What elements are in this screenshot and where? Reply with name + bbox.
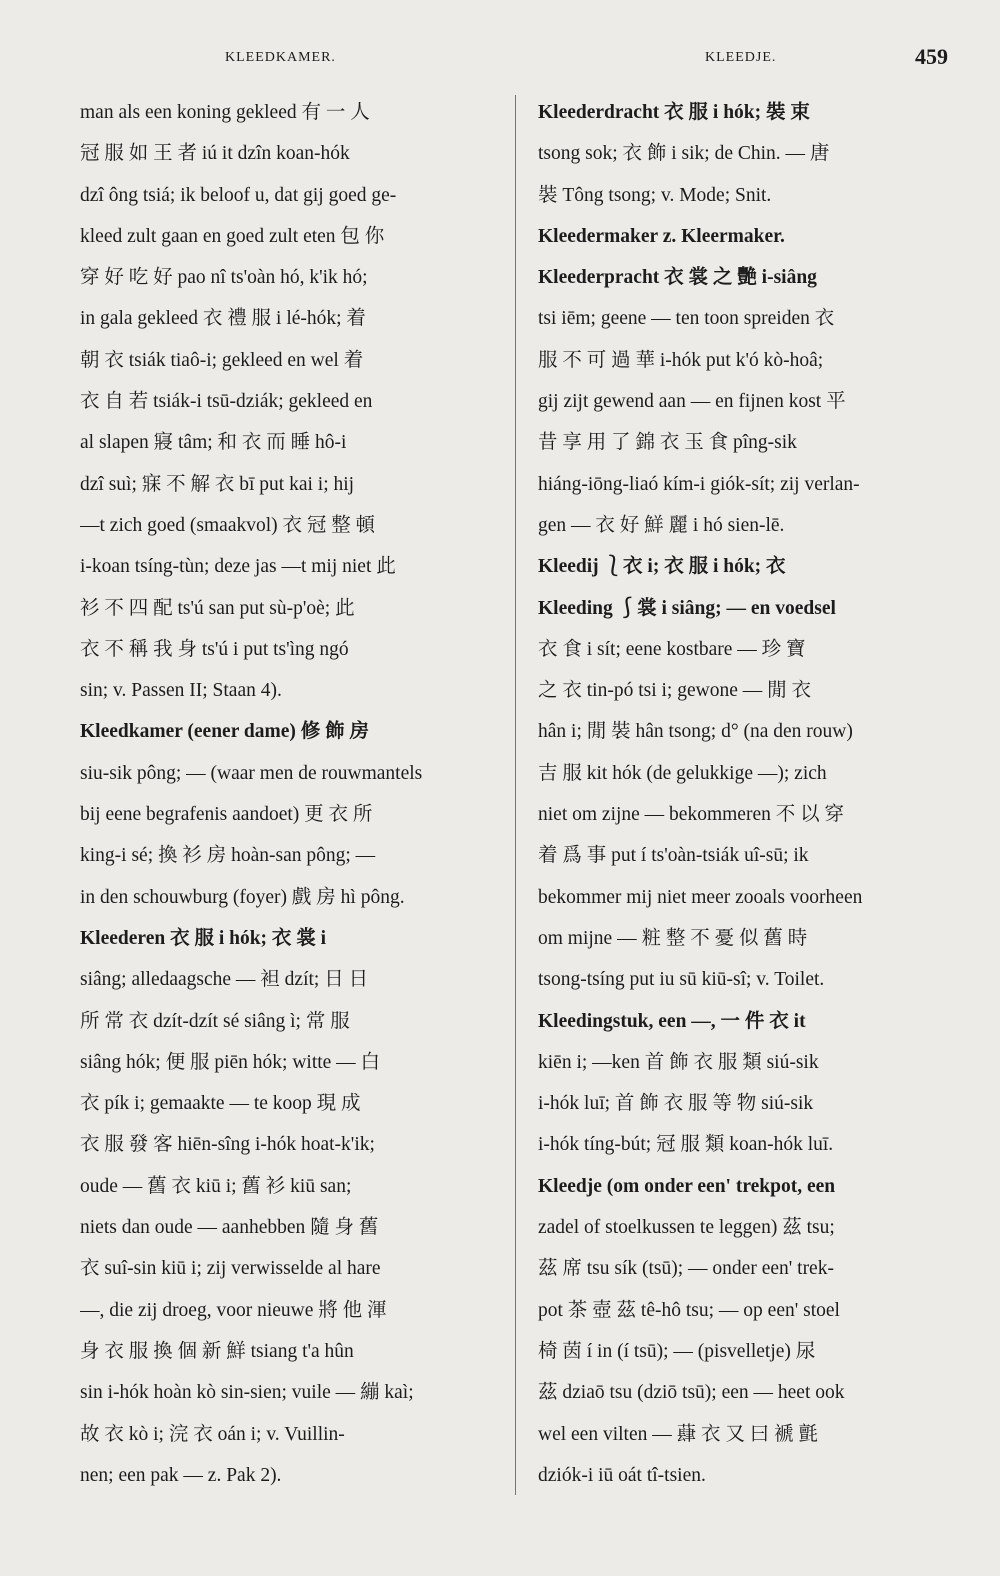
text-line: hiáng-iōng-liaó kím-i giók-sít; zij verlan- — [538, 473, 860, 495]
text-line: al slapen 寢 tâm; 和 衣 而 睡 hô-i — [80, 432, 347, 454]
text-line: dzî ông tsiá; ik beloof u, dat gij goed ge- — [80, 184, 397, 206]
page-number: 459 — [915, 44, 948, 69]
column-divider — [515, 95, 516, 1495]
right-column — [538, 92, 973, 1496]
text-line: in den schouwburg (foyer) 戲 房 hì pông. — [80, 886, 405, 908]
text-line: 衣 suî-sin kiū i; zij verwisselde al hare — [80, 1258, 381, 1280]
text-line: 衣 pík i; gemaakte — te koop 現 成 — [80, 1093, 361, 1115]
text-line: 衣 不 稱 我 身 ts'ú i put ts'ìng ngó — [80, 638, 349, 660]
text-line: 吉 服 kit hók (de gelukkige —); zich — [538, 762, 827, 784]
running-head-middle: KLEEDJE. — [705, 50, 777, 65]
text-line: 裝 Tông tsong; v. Mode; Snit. — [538, 184, 772, 206]
text-line: om mijne — 粧 整 不 憂 似 舊 時 — [538, 927, 808, 949]
text-line: Kleedingstuk, een —, 一 件 衣 it — [538, 1010, 806, 1032]
left-column — [80, 92, 515, 1496]
text-line: gij zijt gewend aan — en fijnen kost 平 — [538, 391, 846, 413]
text-line: 冠 服 如 王 者 iú it dzîn koan-hók — [80, 143, 350, 165]
text-line: 穿 好 吃 好 pao nî ts'oàn hó, k'ik hó; — [80, 267, 368, 289]
text-line: 衣 自 若 tsiák-i tsū-dziák; gekleed en — [80, 391, 373, 413]
text-line: 朝 衣 tsiák tiaô-i; gekleed en wel 着 — [80, 349, 364, 371]
text-line: 衣 服 發 客 hiēn-sîng i-hók hoat-k'ik; — [80, 1134, 375, 1156]
text-line: Kleederpracht 衣 裳 之 艷 i-siâng — [538, 267, 817, 289]
text-line: dziók-i iū oát tî-tsien. — [538, 1464, 706, 1486]
text-line: —, die zij droeg, voor nieuwe 將 他 渾 — [80, 1299, 387, 1321]
text-line: wel een vilten — 蕼 衣 又 曰 褫 氈 — [538, 1423, 818, 1445]
text-line: i-hók luī; 首 飾 衣 服 等 物 siú-sik — [538, 1093, 814, 1115]
text-line: dzî suì; 寐 不 解 衣 bī put kai i; hij — [80, 473, 355, 495]
text-line: i-koan tsíng-tùn; deze jas —t mij niet 此 — [80, 556, 396, 578]
text-line: bij eene begrafenis aandoet) 更 衣 所 — [80, 804, 373, 826]
text-line: kiēn i; —ken 首 飾 衣 服 類 siú-sik — [538, 1051, 819, 1073]
text-line: Kleedkamer (eener dame) 修 飾 房 — [80, 721, 370, 743]
text-line: Kleedij ⎱衣 i; 衣 服 i hók; 衣 — [538, 556, 786, 578]
text-line: Kleederen 衣 服 i hók; 衣 裳 i — [80, 927, 327, 949]
text-line: pot 茶 壺 茲 tê-hô tsu; — op een' stoel — [538, 1299, 840, 1321]
text-line: siâng hók; 便 服 piēn hók; witte — 白 — [80, 1051, 381, 1073]
text-line: 昔 享 用 了 錦 衣 玉 食 pîng-sik — [538, 432, 797, 454]
text-line: tsong sok; 衣 飾 i sik; de Chin. — 唐 — [538, 143, 830, 165]
text-line: kleed zult gaan en goed zult eten 包 你 — [80, 225, 385, 247]
text-line: 身 衣 服 換 個 新 鮮 tsiang t'a hûn — [80, 1340, 354, 1362]
text-line: bekommer mij niet meer zooals voorheen — [538, 886, 863, 908]
text-line: i-hók tíng-bút; 冠 服 類 koan-hók luī. — [538, 1134, 834, 1156]
text-line: Kleeding ⎰裳 i siâng; — en voedsel — [538, 597, 836, 619]
text-line: Kleedje (om onder een' trekpot, een — [538, 1175, 836, 1197]
text-line: king-i sé; 換 衫 房 hoàn-san pông; — — [80, 845, 376, 867]
text-line: 之 衣 tin-pó tsi i; gewone — 閒 衣 — [538, 680, 811, 702]
text-line: nen; een pak — z. Pak 2). — [80, 1464, 282, 1486]
text-line: 着 爲 事 put í ts'oàn-tsiák uî-sū; ik — [538, 845, 809, 867]
text-line: Kleedermaker z. Kleermaker. — [538, 225, 785, 247]
text-line: siu-sik pông; — (waar men de rouwmantels — [80, 762, 423, 784]
text-line: 衫 不 四 配 ts'ú san put sù-p'oè; 此 — [80, 597, 355, 619]
text-line: niets dan oude — aanhebben 隨 身 舊 — [80, 1217, 379, 1239]
text-line: tsong-tsíng put iu sū kiū-sî; v. Toilet. — [538, 969, 825, 991]
text-line: sin; v. Passen II; Staan 4). — [80, 680, 282, 702]
text-line: —t zich goed (smaakvol) 衣 冠 整 頓 — [80, 514, 376, 536]
text-line: zadel of stoelkussen te leggen) 茲 tsu; — [538, 1217, 835, 1239]
text-line: 所 常 衣 dzít-dzít sé siâng ì; 常 服 — [80, 1010, 350, 1032]
text-line: 服 不 可 過 華 i-hók put k'ó kò-hoâ; — [538, 349, 824, 371]
text-line: oude — 舊 衣 kiū i; 舊 衫 kiū san; — [80, 1175, 352, 1197]
text-line: siâng; alledaagsche — 袒 dzít; 日 日 — [80, 969, 369, 991]
text-line: in gala gekleed 衣 禮 服 i lé-hók; 着 — [80, 308, 366, 330]
text-line: hân i; 閒 裝 hân tsong; d° (na den rouw) — [538, 721, 853, 743]
text-line: tsi iēm; geene — ten toon spreiden 衣 — [538, 308, 835, 330]
text-line: sin i-hók hoàn kò sin-sien; vuile — 繃 kaì; — [80, 1382, 414, 1404]
text-line: niet om zijne — bekommeren 不 以 穿 — [538, 804, 844, 826]
text-line: 故 衣 kò i; 浣 衣 oán i; v. Vuillin- — [80, 1423, 345, 1445]
text-line: gen — 衣 好 鮮 麗 i hó sien-lē. — [538, 514, 785, 536]
text-line: 椅 茵 í in (í tsū); — (pisvelletje) 尿 — [538, 1340, 816, 1362]
text-line: man als een koning gekleed 有 一 人 — [80, 102, 370, 123]
text-line: Kleederdracht 衣 服 i hók; 裝 束 — [538, 102, 810, 123]
text-line: 茲 席 tsu sík (tsū); — onder een' trek- — [538, 1258, 834, 1280]
text-line: 衣 食 i sít; eene kostbare — 珍 寶 — [538, 638, 806, 660]
text-line: 茲 dziaō tsu (dziō tsū); een — heet ook — [538, 1382, 845, 1404]
running-head-left: KLEEDKAMER. — [225, 50, 336, 65]
